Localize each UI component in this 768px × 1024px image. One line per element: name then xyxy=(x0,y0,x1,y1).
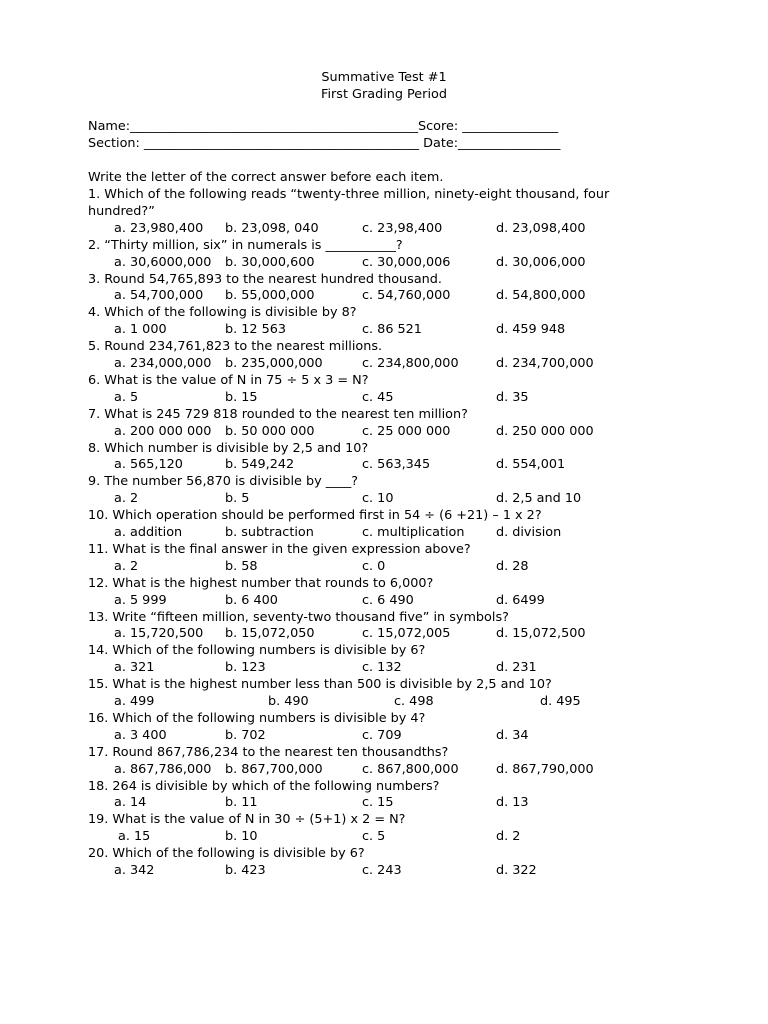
question-13-text: 13. Write “fifteen million, seventy-two thousand five” in symbols? xyxy=(88,609,509,625)
question-3-option-a: a. 54,700,000 xyxy=(114,288,204,304)
question-14-options xyxy=(114,660,714,677)
question-4-text: 4. Which of the following is divisible by 8? xyxy=(88,305,357,321)
question-14-option-d: d. 231 xyxy=(496,660,537,676)
question-14-option-a: a. 321 xyxy=(114,660,155,676)
question-1-option-b: b. 23,098, 040 xyxy=(225,220,319,236)
question-5-text: 5. Round 234,761,823 to the nearest millions. xyxy=(88,339,383,355)
question-6-option-b: b. 15 xyxy=(225,389,258,405)
question-10-text: 10. Which operation should be performed first in 54 ÷ (6 +21) – 1 x 2? xyxy=(88,508,542,524)
question-10-option-c: c. multiplication xyxy=(362,525,465,540)
question-13-options xyxy=(114,626,714,643)
question-9-text: 9. The number 56,870 is divisible by ____? xyxy=(88,474,359,490)
question-12-option-a: a. 5 999 xyxy=(114,592,167,608)
question-13-option-d: d. 15,072,500 xyxy=(496,626,586,642)
question-18-options xyxy=(114,795,714,812)
question-3-option-d: d. 54,800,000 xyxy=(496,288,586,304)
question-6-option-d: d. 35 xyxy=(496,389,529,405)
question-15-option-b: b. 490 xyxy=(268,694,309,709)
question-17-option-c: c. 867,800,000 xyxy=(362,761,459,777)
question-1-option-c: c. 23,98,400 xyxy=(362,220,443,236)
question-5-option-b: b. 235,000,000 xyxy=(225,356,323,371)
question-13-option-c: c. 15,072,005 xyxy=(362,626,451,642)
question-7-options xyxy=(114,424,714,441)
question-18-option-d: d. 13 xyxy=(496,795,529,811)
question-7-text: 7. What is 245 729 818 rounded to the nearest ten million? xyxy=(88,406,468,422)
question-7-option-c: c. 25 000 000 xyxy=(362,423,451,439)
section-date-line: Section: ___________________________________________ Date:________________ xyxy=(88,136,561,151)
question-17-options xyxy=(114,762,714,779)
question-19-text: 19. What is the value of N in 30 ÷ (5+1) x 2 = N? xyxy=(88,812,406,828)
question-8-option-c: c. 563,345 xyxy=(362,457,431,473)
question-8-option-b: b. 549,242 xyxy=(225,457,295,473)
question-17-option-a: a. 867,786,000 xyxy=(114,761,212,777)
question-15-option-c: c. 498 xyxy=(394,694,434,709)
question-1-text: hundred?” xyxy=(88,203,155,219)
question-7-option-a: a. 200 000 000 xyxy=(114,423,212,439)
question-2-text: 2. “Thirty million, six” in numerals is ___________? xyxy=(88,237,403,253)
question-12-option-c: c. 6 490 xyxy=(362,592,414,608)
question-19-options xyxy=(114,829,714,846)
page-title: Summative Test #1 xyxy=(321,70,447,85)
question-4-option-b: b. 12 563 xyxy=(225,322,287,338)
question-5-option-d: d. 234,700,000 xyxy=(496,356,594,371)
question-10-option-d: d. division xyxy=(496,525,562,540)
question-3-option-b: b. 55,000,000 xyxy=(225,288,315,304)
question-11-option-a: a. 2 xyxy=(114,558,139,574)
question-18-option-b: b. 11 xyxy=(225,795,258,811)
question-12-option-d: d. 6499 xyxy=(496,592,545,608)
question-2-options xyxy=(114,255,714,272)
question-19-option-a: a. 15 xyxy=(118,829,151,845)
question-16-text: 16. Which of the following numbers is divisible by 4? xyxy=(88,710,426,726)
question-11-options xyxy=(114,559,714,576)
question-18-option-c: c. 15 xyxy=(362,795,394,811)
question-12-text: 12. What is the highest number that rounds to 6,000? xyxy=(88,575,434,591)
question-8-options xyxy=(114,457,714,474)
question-1-options xyxy=(114,221,714,238)
question-19-option-d: d. 2 xyxy=(496,829,521,845)
question-8-text: 8. Which number is divisible by 2,5 and 10? xyxy=(88,440,369,456)
question-16-option-b: b. 702 xyxy=(225,727,266,743)
question-14-text: 14. Which of the following numbers is divisible by 6? xyxy=(88,643,426,659)
question-14-option-b: b. 123 xyxy=(225,660,266,676)
question-5-options xyxy=(114,356,714,373)
question-4-option-c: c. 86 521 xyxy=(362,322,422,338)
question-9-option-c: c. 10 xyxy=(362,491,394,507)
question-8-option-a: a. 565,120 xyxy=(114,457,183,473)
question-5-option-c: c. 234,800,000 xyxy=(362,356,459,371)
question-4-option-a: a. 1 000 xyxy=(114,322,167,338)
question-6-options xyxy=(114,390,714,407)
page-subtitle: First Grading Period xyxy=(321,87,447,102)
question-6-text: 6. What is the value of N in 75 ÷ 5 x 3 = N? xyxy=(88,372,369,388)
question-1-option-d: d. 23,098,400 xyxy=(496,220,586,236)
question-7-option-d: d. 250 000 000 xyxy=(496,423,594,439)
question-2-option-b: b. 30,000,600 xyxy=(225,254,315,270)
question-17-option-b: b. 867,700,000 xyxy=(225,761,323,777)
question-7-option-b: b. 50 000 000 xyxy=(225,423,315,439)
question-19-option-c: c. 5 xyxy=(362,829,386,845)
question-2-option-c: c. 30,000,006 xyxy=(362,254,451,270)
question-16-option-c: c. 709 xyxy=(362,727,402,743)
question-12-option-b: b. 6 400 xyxy=(225,592,278,608)
question-14-option-c: c. 132 xyxy=(362,660,402,676)
question-11-option-d: d. 28 xyxy=(496,558,529,574)
question-18-option-a: a. 14 xyxy=(114,795,147,811)
question-2-option-d: d. 30,006,000 xyxy=(496,254,586,270)
question-10-option-a: a. addition xyxy=(114,525,183,540)
question-19-option-b: b. 10 xyxy=(225,829,258,845)
question-13-option-b: b. 15,072,050 xyxy=(225,626,315,642)
question-16-option-a: a. 3 400 xyxy=(114,727,167,743)
question-20-text: 20. Which of the following is divisible by 6? xyxy=(88,846,365,862)
question-16-options xyxy=(114,728,714,745)
question-13-option-a: a. 15,720,500 xyxy=(114,626,204,642)
question-20-option-d: d. 322 xyxy=(496,863,537,878)
question-6-option-a: a. 5 xyxy=(114,389,139,405)
question-20-option-b: b. 423 xyxy=(225,863,266,878)
question-1-option-a: a. 23,980,400 xyxy=(114,220,204,236)
question-11-option-b: b. 58 xyxy=(225,558,258,574)
question-15-option-d: d. 495 xyxy=(540,694,581,709)
question-16-option-d: d. 34 xyxy=(496,727,529,743)
question-9-option-d: d. 2,5 and 10 xyxy=(496,491,582,507)
question-3-options xyxy=(114,288,714,305)
question-6-option-c: c. 45 xyxy=(362,389,394,405)
question-9-option-a: a. 2 xyxy=(114,491,139,507)
question-10-option-b: b. subtraction xyxy=(225,525,314,540)
question-15-options xyxy=(114,694,714,711)
question-11-text: 11. What is the final answer in the given expression above? xyxy=(88,541,471,557)
question-20-options xyxy=(114,863,714,880)
question-2-option-a: a. 30,6000,000 xyxy=(114,254,212,270)
question-20-option-a: a. 342 xyxy=(114,863,155,878)
question-5-option-a: a. 234,000,000 xyxy=(114,356,212,371)
question-4-options xyxy=(114,322,714,339)
question-17-option-d: d. 867,790,000 xyxy=(496,761,594,777)
question-18-text: 18. 264 is divisible by which of the following numbers? xyxy=(88,778,440,794)
question-8-option-d: d. 554,001 xyxy=(496,457,566,473)
name-score-line: Name:_____________________________________________Score: _______________ xyxy=(88,119,559,134)
question-20-option-c: c. 243 xyxy=(362,863,402,878)
question-1-text: 1. Which of the following reads “twenty-three million, ninety-eight thousand, four xyxy=(88,187,610,202)
question-9-options xyxy=(114,491,714,508)
question-12-options xyxy=(114,593,714,610)
question-3-text: 3. Round 54,765,893 to the nearest hundred thousand. xyxy=(88,271,442,287)
question-9-option-b: b. 5 xyxy=(225,491,250,507)
question-4-option-d: d. 459 948 xyxy=(496,322,566,338)
instructions: Write the letter of the correct answer before each item. xyxy=(88,170,444,185)
question-15-option-a: a. 499 xyxy=(114,694,155,709)
question-15-text: 15. What is the highest number less than 500 is divisible by 2,5 and 10? xyxy=(88,677,552,693)
question-10-options xyxy=(114,525,714,542)
question-11-option-c: c. 0 xyxy=(362,558,386,574)
question-3-option-c: c. 54,760,000 xyxy=(362,288,451,304)
question-17-text: 17. Round 867,786,234 to the nearest ten thousandths? xyxy=(88,744,449,760)
